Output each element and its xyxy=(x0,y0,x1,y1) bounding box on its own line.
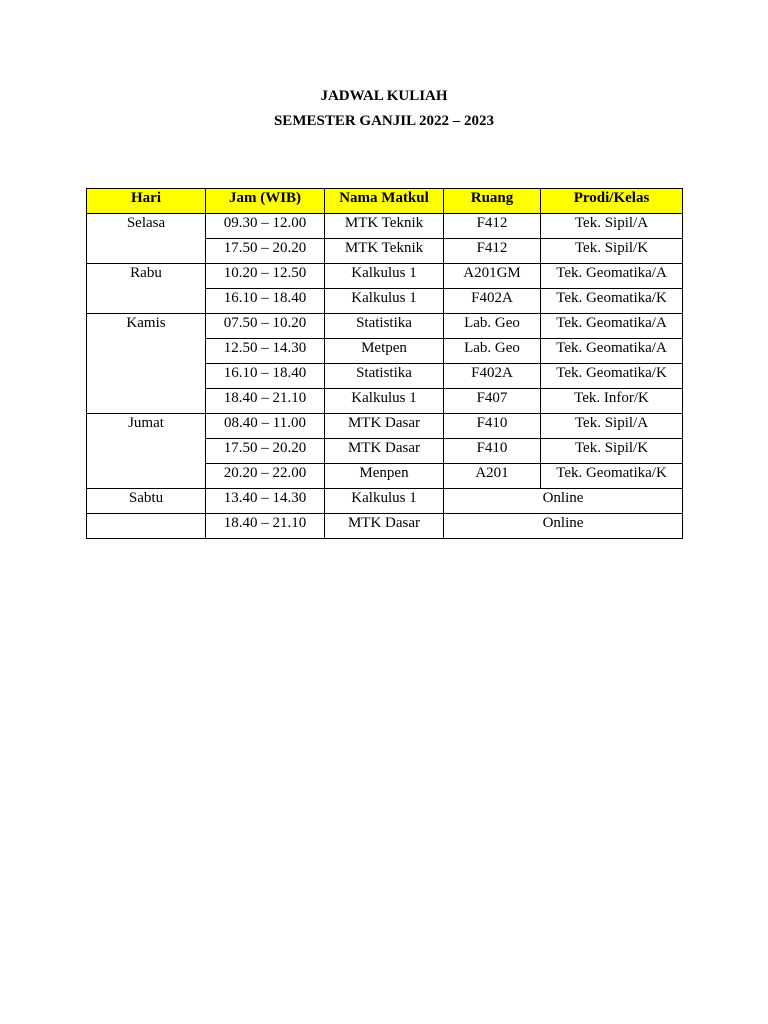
table-row xyxy=(87,489,683,514)
column-header-ruang: Ruang xyxy=(444,189,541,214)
table-row xyxy=(87,314,683,339)
jam-cell: 17.50 – 20.20 xyxy=(206,439,325,464)
table-row xyxy=(87,414,683,439)
day-cell-selasa: Selasa xyxy=(87,214,206,264)
jam-cell: 08.40 – 11.00 xyxy=(206,414,325,439)
prodi-cell: Tek. Geomatika/A xyxy=(541,339,683,364)
jam-cell: 16.10 – 18.40 xyxy=(206,364,325,389)
prodi-cell: Tek. Sipil/A xyxy=(541,414,683,439)
ruang-cell: F402A xyxy=(444,364,541,389)
jam-cell: 12.50 – 14.30 xyxy=(206,339,325,364)
matkul-cell: MTK Dasar xyxy=(325,439,444,464)
jam-cell: 18.40 – 21.10 xyxy=(206,514,325,539)
table-header-row xyxy=(87,189,683,214)
ruang-cell: F402A xyxy=(444,289,541,314)
matkul-cell: MTK Teknik xyxy=(325,239,444,264)
matkul-cell: Menpen xyxy=(325,464,444,489)
matkul-cell: MTK Teknik xyxy=(325,214,444,239)
ruang-cell: A201GM xyxy=(444,264,541,289)
day-cell-rabu: Rabu xyxy=(87,264,206,314)
ruang-cell: F410 xyxy=(444,414,541,439)
matkul-cell: Kalkulus 1 xyxy=(325,389,444,414)
day-cell-sabtu: Sabtu xyxy=(87,489,206,514)
ruang-cell: Lab. Geo xyxy=(444,314,541,339)
matkul-cell: Statistika xyxy=(325,364,444,389)
prodi-cell: Tek. Geomatika/K xyxy=(541,364,683,389)
ruang-cell: F412 xyxy=(444,214,541,239)
day-cell-kamis: Kamis xyxy=(87,314,206,414)
ruang-prodi-merged-cell: Online xyxy=(444,514,683,539)
matkul-cell: Kalkulus 1 xyxy=(325,489,444,514)
matkul-cell: Kalkulus 1 xyxy=(325,264,444,289)
column-header-prodi-kelas: Prodi/Kelas xyxy=(541,189,683,214)
prodi-cell: Tek. Geomatika/K xyxy=(541,464,683,489)
table-row xyxy=(87,214,683,239)
jam-cell: 18.40 – 21.10 xyxy=(206,389,325,414)
table-row xyxy=(87,514,683,539)
prodi-cell: Tek. Sipil/A xyxy=(541,214,683,239)
schedule-table xyxy=(86,188,683,539)
prodi-cell: Tek. Geomatika/K xyxy=(541,289,683,314)
ruang-prodi-merged-cell: Online xyxy=(444,489,683,514)
jam-cell: 20.20 – 22.00 xyxy=(206,464,325,489)
jam-cell: 13.40 – 14.30 xyxy=(206,489,325,514)
ruang-cell: F407 xyxy=(444,389,541,414)
prodi-cell: Tek. Sipil/K xyxy=(541,239,683,264)
ruang-cell: A201 xyxy=(444,464,541,489)
matkul-cell: Metpen xyxy=(325,339,444,364)
ruang-cell: Lab. Geo xyxy=(444,339,541,364)
jam-cell: 16.10 – 18.40 xyxy=(206,289,325,314)
column-header-nama-matkul: Nama Matkul xyxy=(325,189,444,214)
document-title: JADWAL KULIAH xyxy=(320,88,448,104)
matkul-cell: Statistika xyxy=(325,314,444,339)
document-subtitle: SEMESTER GANJIL 2022 – 2023 xyxy=(273,113,495,129)
matkul-cell: Kalkulus 1 xyxy=(325,289,444,314)
jam-cell: 07.50 – 10.20 xyxy=(206,314,325,339)
column-header-hari: Hari xyxy=(87,189,206,214)
jam-cell: 09.30 – 12.00 xyxy=(206,214,325,239)
ruang-cell: F410 xyxy=(444,439,541,464)
jam-cell: 10.20 – 12.50 xyxy=(206,264,325,289)
prodi-cell: Tek. Geomatika/A xyxy=(541,314,683,339)
prodi-cell: Tek. Infor/K xyxy=(541,389,683,414)
jam-cell: 17.50 – 20.20 xyxy=(206,239,325,264)
matkul-cell: MTK Dasar xyxy=(325,514,444,539)
table-row xyxy=(87,264,683,289)
prodi-cell: Tek. Geomatika/A xyxy=(541,264,683,289)
day-cell-jumat: Jumat xyxy=(87,414,206,489)
matkul-cell: MTK Dasar xyxy=(325,414,444,439)
column-header-jam: Jam (WIB) xyxy=(206,189,325,214)
day-cell-empty xyxy=(87,514,206,539)
ruang-cell: F412 xyxy=(444,239,541,264)
prodi-cell: Tek. Sipil/K xyxy=(541,439,683,464)
